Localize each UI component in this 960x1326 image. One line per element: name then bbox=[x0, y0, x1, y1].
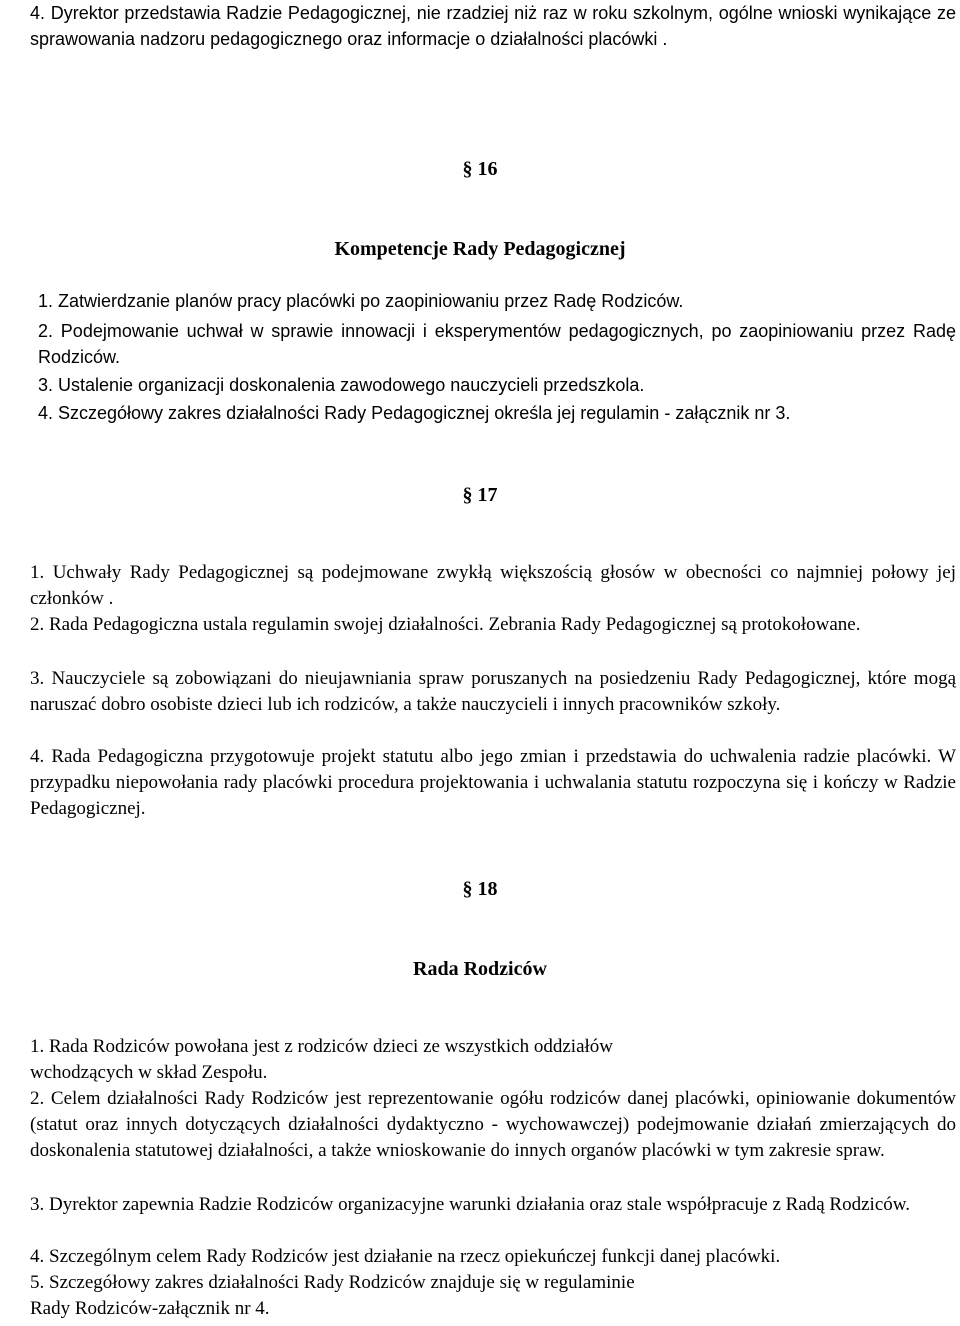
paragraph-4-intro: 4. Dyrektor przedstawia Radzie Pedagogicznej, nie rzadziej niż raz w roku szkolnym, ogólne wnioski wynikające ze sprawowania nadzoru pedagogicznego oraz informacje o działalności placówki . bbox=[30, 3, 956, 49]
section-16-item-3: 3. Ustalenie organizacji doskonalenia zawodowego nauczycieli przedszkola. bbox=[38, 375, 645, 395]
section-18-item-1: 1. Rada Rodziców powołana jest z rodziców dzieci ze wszystkich oddziałów bbox=[30, 1036, 614, 1057]
section-18-title: Rada Rodziców bbox=[413, 958, 547, 980]
section-16-mark: § 16 bbox=[462, 158, 498, 180]
section-18-mark: § 18 bbox=[462, 878, 498, 900]
section-18-item-5-continued: Rady Rodziców-załącznik nr 4. bbox=[30, 1298, 270, 1319]
section-17-item-3: 3. Nauczyciele są zobowiązani do nieujawniania spraw poruszanych na posiedzeniu Rady Pedagogicznej, które mogą naruszać dobro osobiste dzieci lub ich rodziców, a także nauczycieli i innych pracowników szkoły. bbox=[30, 668, 956, 715]
section-16-title: Kompetencje Rady Pedagogicznej bbox=[334, 238, 626, 260]
section-18-item-4: 4. Szczególnym celem Rady Rodziców jest działanie na rzecz opiekuńczej funkcji danej placówki. bbox=[30, 1246, 781, 1267]
section-17-item-4: 4. Rada Pedagogiczna przygotowuje projekt statutu albo jego zmian i przedstawia do uchwalenia radzie placówki. W przypadku niepowołania rady placówki procedura projektowania i uchwalania statutu rozpoczyna się i kończy w Radzie Pedagogicznej. bbox=[30, 746, 956, 819]
section-18-item-3: 3. Dyrektor zapewnia Radzie Rodziców organizacyjne warunki działania oraz stale współpracuje z Radą Rodziców. bbox=[30, 1194, 910, 1215]
section-16-item-1: 1. Zatwierdzanie planów pracy placówki po zaopiniowaniu przez Radę Rodziców. bbox=[38, 291, 684, 311]
section-18-item-1-continued: wchodzących w skład Zespołu. bbox=[30, 1062, 268, 1083]
section-16-item-4: 4. Szczegółowy zakres działalności Rady Pedagogicznej określa jej regulamin - załącznik nr 3. bbox=[38, 403, 791, 423]
section-16-item-2: 2. Podejmowanie uchwał w sprawie innowacji i eksperymentów pedagogicznych, po zaopiniowaniu przez Radę Rodziców. bbox=[38, 321, 956, 367]
section-18-item-2: 2. Celem działalności Rady Rodziców jest reprezentowanie ogółu rodziców danej placówki, opiniowanie dokumentów (statut oraz innych dotyczących działalności dydaktyczno - wychowawczej) podejmowanie działań zmierzających do doskonalenia statutowej działalności, a także wnioskowanie do innych organów placówki w tym zakresie spraw. bbox=[30, 1088, 956, 1161]
section-17-mark: § 17 bbox=[462, 484, 498, 506]
section-17-item-2: 2. Rada Pedagogiczna ustala regulamin swojej działalności. Zebrania Rady Pedagogicznej są protokołowane. bbox=[30, 614, 861, 635]
section-17-item-1: 1. Uchwały Rady Pedagogicznej są podejmowane zwykłą większością głosów w obecności co najmniej połowy jej członków . bbox=[30, 562, 956, 609]
section-18-item-5: 5. Szczegółowy zakres działalności Rady Rodziców znajduje się w regulaminie bbox=[30, 1272, 635, 1293]
